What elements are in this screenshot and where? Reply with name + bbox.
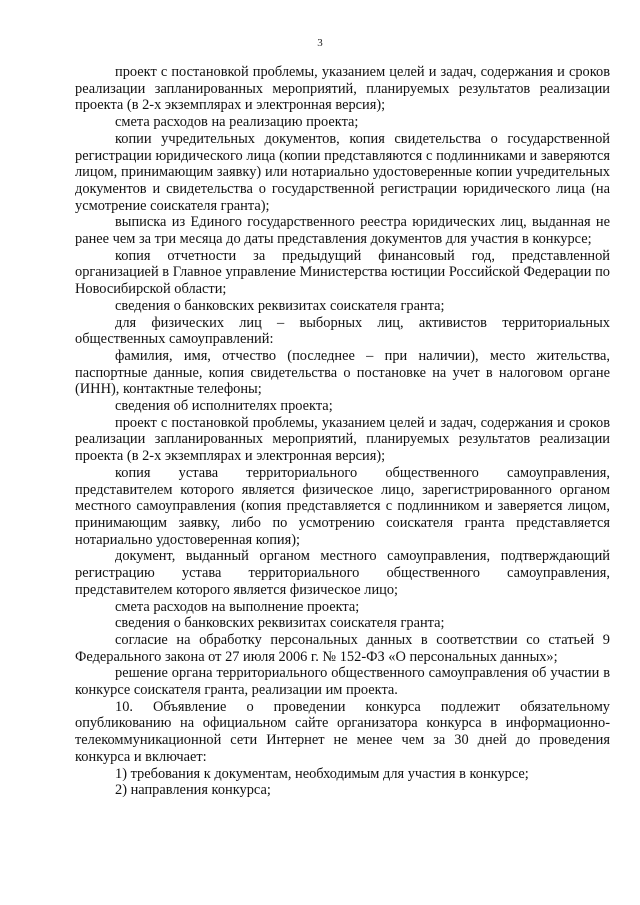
paragraph: решение органа территориального общественного самоуправления об участии в конкурсе соискателя гранта, реализации им проекта. (75, 665, 610, 699)
paragraph: сведения об исполнителях проекта; (115, 398, 333, 415)
paragraph: проект с постановкой проблемы, указанием целей и задач, содержания и сроков реализации запланированных мероприятий, планируемых результатов реализации проекта (в 2-х экземплярах и электронная версия); (75, 414, 610, 465)
paragraph: выписка из Единого государственного реестра юридических лиц, выданная не ранее чем за три месяца до даты представления документов для участия в конкурсе; (75, 214, 610, 248)
document-body (75, 64, 610, 799)
page-number: 3 (317, 37, 323, 49)
paragraph: 2) направления конкурса; (115, 782, 271, 799)
paragraph: сведения о банковских реквизитах соискателя гранта; (115, 615, 445, 632)
paragraph: документ, выданный органом местного самоуправления, подтверждающий регистрацию устава территориального общественного самоуправления, представителем которого является физическое лицо; (75, 548, 610, 598)
paragraph: фамилия, имя, отчество (последнее – при наличии), место жительства, паспортные данные, копия свидетельства о постановке на учет в налоговом органе (ИНН), контактные телефоны; (75, 347, 610, 398)
paragraph: согласие на обработку персональных данных в соответствии со статьей 9 Федерального закона от 27 июля 2006 г. № 152-ФЗ «О персональных данных»; (75, 631, 610, 665)
paragraph: 1) требования к документам, необходимым для участия в конкурсе; (115, 765, 529, 782)
paragraph: копия отчетности за предыдущий финансовый год, представленной организацией в Главное управление Министерства юстиции Российской Федерации по Новосибирской области; (75, 247, 610, 298)
paragraph: смета расходов на выполнение проекта; (115, 598, 360, 615)
paragraph: смета расходов на реализацию проекта; (115, 114, 359, 131)
paragraph: копии учредительных документов, копия свидетельства о государственной регистрации юридического лица (копии представляются с подлинниками и заверяются лицом, принимающим заявку) или нотариально удостоверенные копии учредительных документов и свидетельства о государственной регистрации юридического лица (на усмотрение соискателя гранта); (75, 130, 610, 214)
paragraph: копия устава территориального общественного самоуправления, представителем которого является физическое лицо, зарегистрированного органом местного самоуправления (копия представляется с подлинником и заверяется лицом, принимающим заявку, либо по усмотрению соискателя гранта представляется нотариально удостоверенная копия); (75, 464, 610, 548)
paragraph: сведения о банковских реквизитах соискателя гранта; (115, 297, 445, 314)
paragraph: проект с постановкой проблемы, указанием целей и задач, содержания и сроков реализации запланированных мероприятий, планируемых результатов реализации проекта (в 2-х экземплярах и электронная версия); (75, 64, 610, 114)
paragraph: 10. Объявление о проведении конкурса подлежит обязательному опубликованию на официальном сайте организатора конкурса в информационно-телекоммуникационной сети Интернет не менее чем за 30 дней до проведения конкурса и включает: (75, 698, 610, 765)
paragraph: для физических лиц – выборных лиц, активистов территориальных общественных самоуправлений: (75, 314, 610, 348)
